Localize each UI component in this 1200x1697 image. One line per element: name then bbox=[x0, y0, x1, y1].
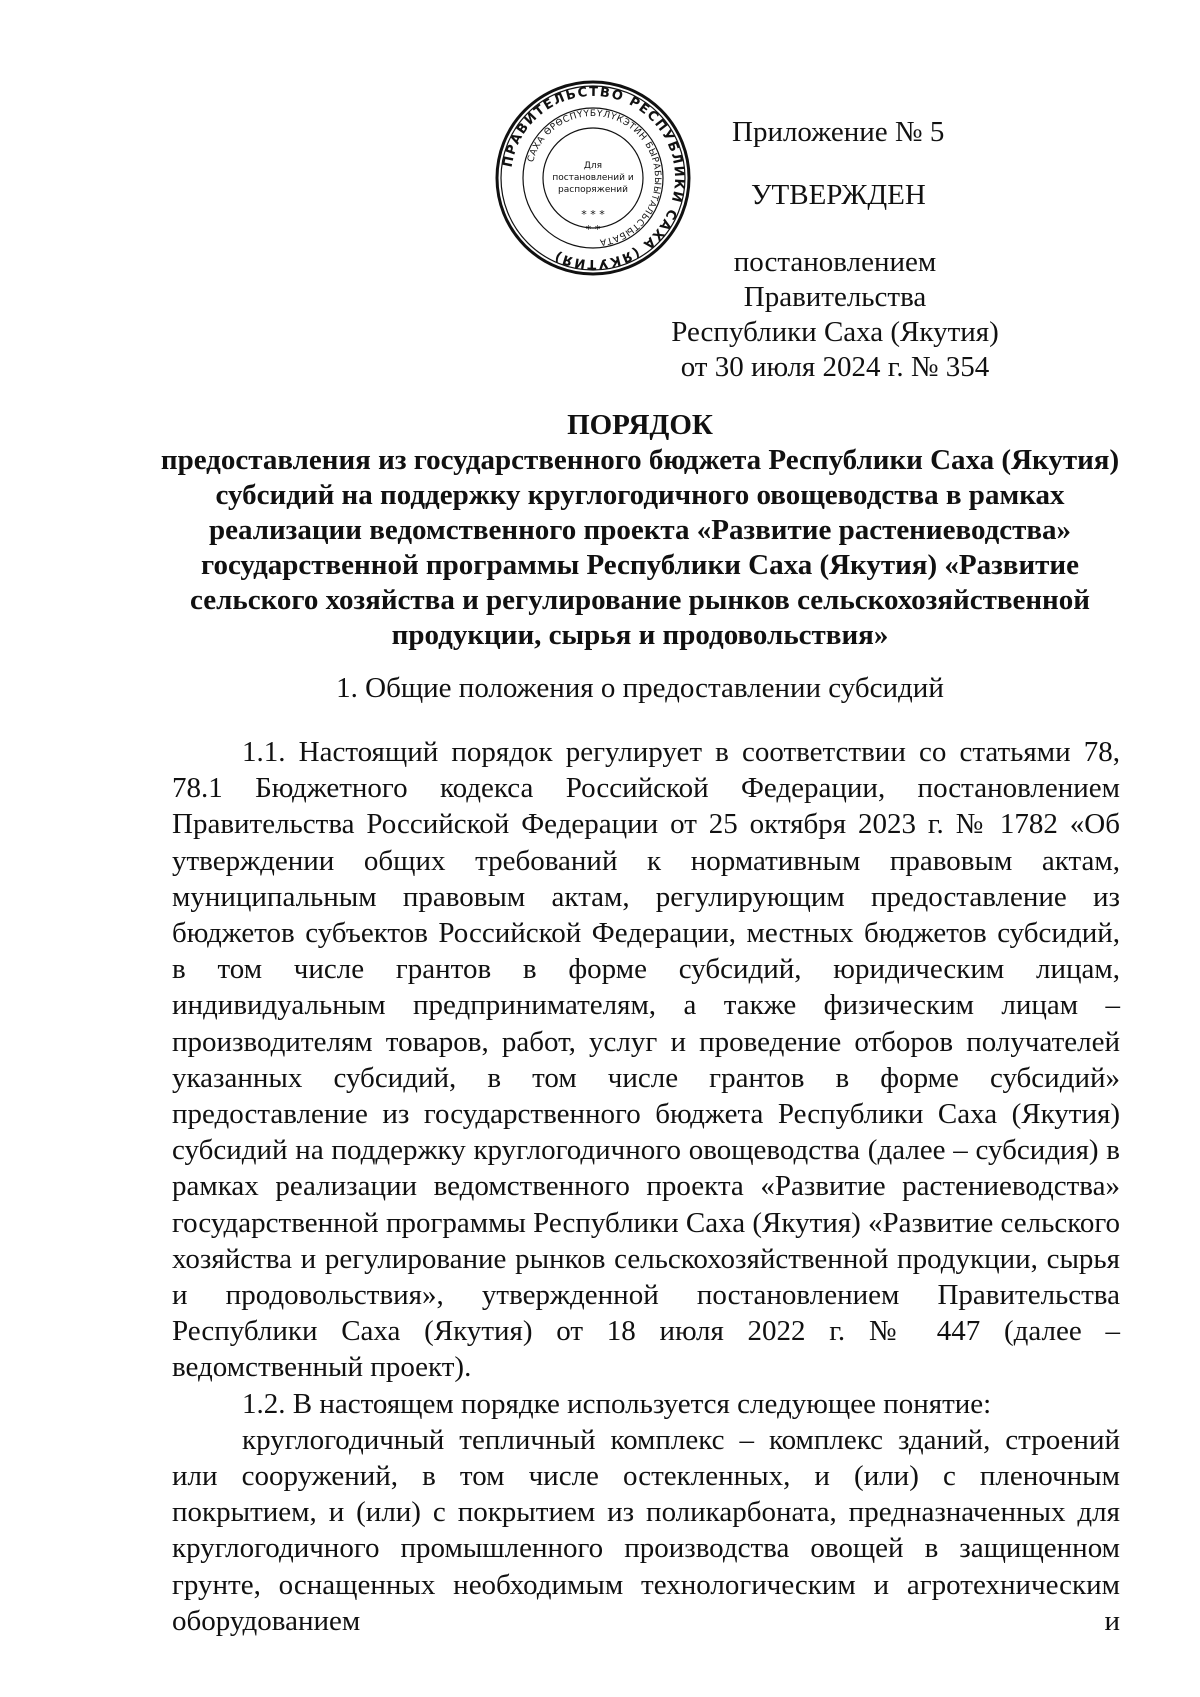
paragraph-definition: круглогодичный тепличный комплекс – комплекс зданий, строений или сооружений, в том числе остекленных, и (или) с пленочным покрытием, и (или) с покрытием из поликарбоната, предназначенных для круглогодичного промышленного производства овощей в защищенном грунте, оснащенных необходимым технологическим и агротехническим оборудованием и bbox=[172, 1423, 1120, 1637]
title-line: продукции, сырья и продовольствия» bbox=[391, 619, 889, 651]
paragraph-1-2: 1.2. В настоящем порядке используется следующее понятие: bbox=[242, 1387, 992, 1420]
document-title bbox=[160, 408, 1120, 653]
title-line: сельского хозяйства и регулирование рынков сельскохозяйственной bbox=[190, 584, 1090, 616]
section-heading: 1. Общие положения о предоставлении субсидий bbox=[336, 672, 944, 704]
approval-line: постановлением Правительства bbox=[733, 246, 937, 313]
document-body bbox=[172, 734, 1120, 1639]
approval-line: Республики Саха (Якутия) bbox=[671, 316, 999, 348]
title-line: субсидий на поддержку круглогодичного овощеводства в рамках bbox=[215, 479, 1065, 511]
appendix-number: Приложение № 5 bbox=[732, 116, 945, 148]
title-line: реализации ведомственного проекта «Развитие растениеводства» bbox=[208, 514, 1072, 546]
title-heading: ПОРЯДОК bbox=[567, 409, 713, 441]
seal-inner-text: САХА ӨРӨСПҮҮБҮЛҮКЭТИН БЫРАБЫЫТАЛЬСТЫБАТА bbox=[526, 108, 663, 247]
seal-outer-text: ПРАВИТЕЛЬСТВО РЕСПУБЛИКИ САХА (ЯКУТИЯ) bbox=[500, 84, 687, 272]
approval-line: от 30 июля 2024 г. № 354 bbox=[680, 351, 990, 383]
title-line: предоставления из государственного бюджета Республики Саха (Якутия) bbox=[160, 444, 1120, 476]
approved-stamp-text: УТВЕРЖДЕН bbox=[751, 179, 926, 211]
paragraph-1-1: 1.1. Настоящий порядок регулирует в соответствии со статьями 78, 78.1 Бюджетного кодекса Российской Федерации, постановлением Правительства Российской Федерации от 25 октября 2023 г. № 1782 «Об утверждении общих требований к нормативным правовым актам, муниципальным правовым актам, регулирующим предоставление из бюджетов субъектов Российской Федерации, местных бюджетов субсидий, в том числе грантов в форме субсидий, юридическим лицам, индивидуальным предпринимателям, а также физическим лицам – производителям товаров, работ, услуг и проведение отборов получателей указанных субсидий, в том числе грантов в форме субсидий» предоставление из государственного бюджета Республики Саха (Якутия) субсидий на поддержку круглогодичного овощеводства (далее – субсидия) в рамках реализации ведомственного проекта «Развитие растениеводства» государственной программы Республики Саха (Якутия) «Развитие сельского хозяйства и регулирование рынков сельскохозяйственной продукции, сырья и продовольствия», утвержденной постановлением Правительства Республики Саха (Якутия) от 18 июля 2022 г. № 447 (далее – ведомственный проект). bbox=[172, 736, 1120, 1384]
seal-stars-lower: * * bbox=[585, 223, 601, 236]
seal-center-line-2: постановлений и bbox=[552, 173, 634, 183]
title-line: государственной программы Республики Саха (Якутия) «Развитие bbox=[201, 549, 1079, 581]
seal-center-line-1: Для bbox=[583, 161, 603, 171]
seal-center-line-3: распоряжений bbox=[558, 185, 628, 195]
seal-stars: * * * bbox=[581, 208, 605, 221]
approval-reference bbox=[645, 245, 1025, 385]
